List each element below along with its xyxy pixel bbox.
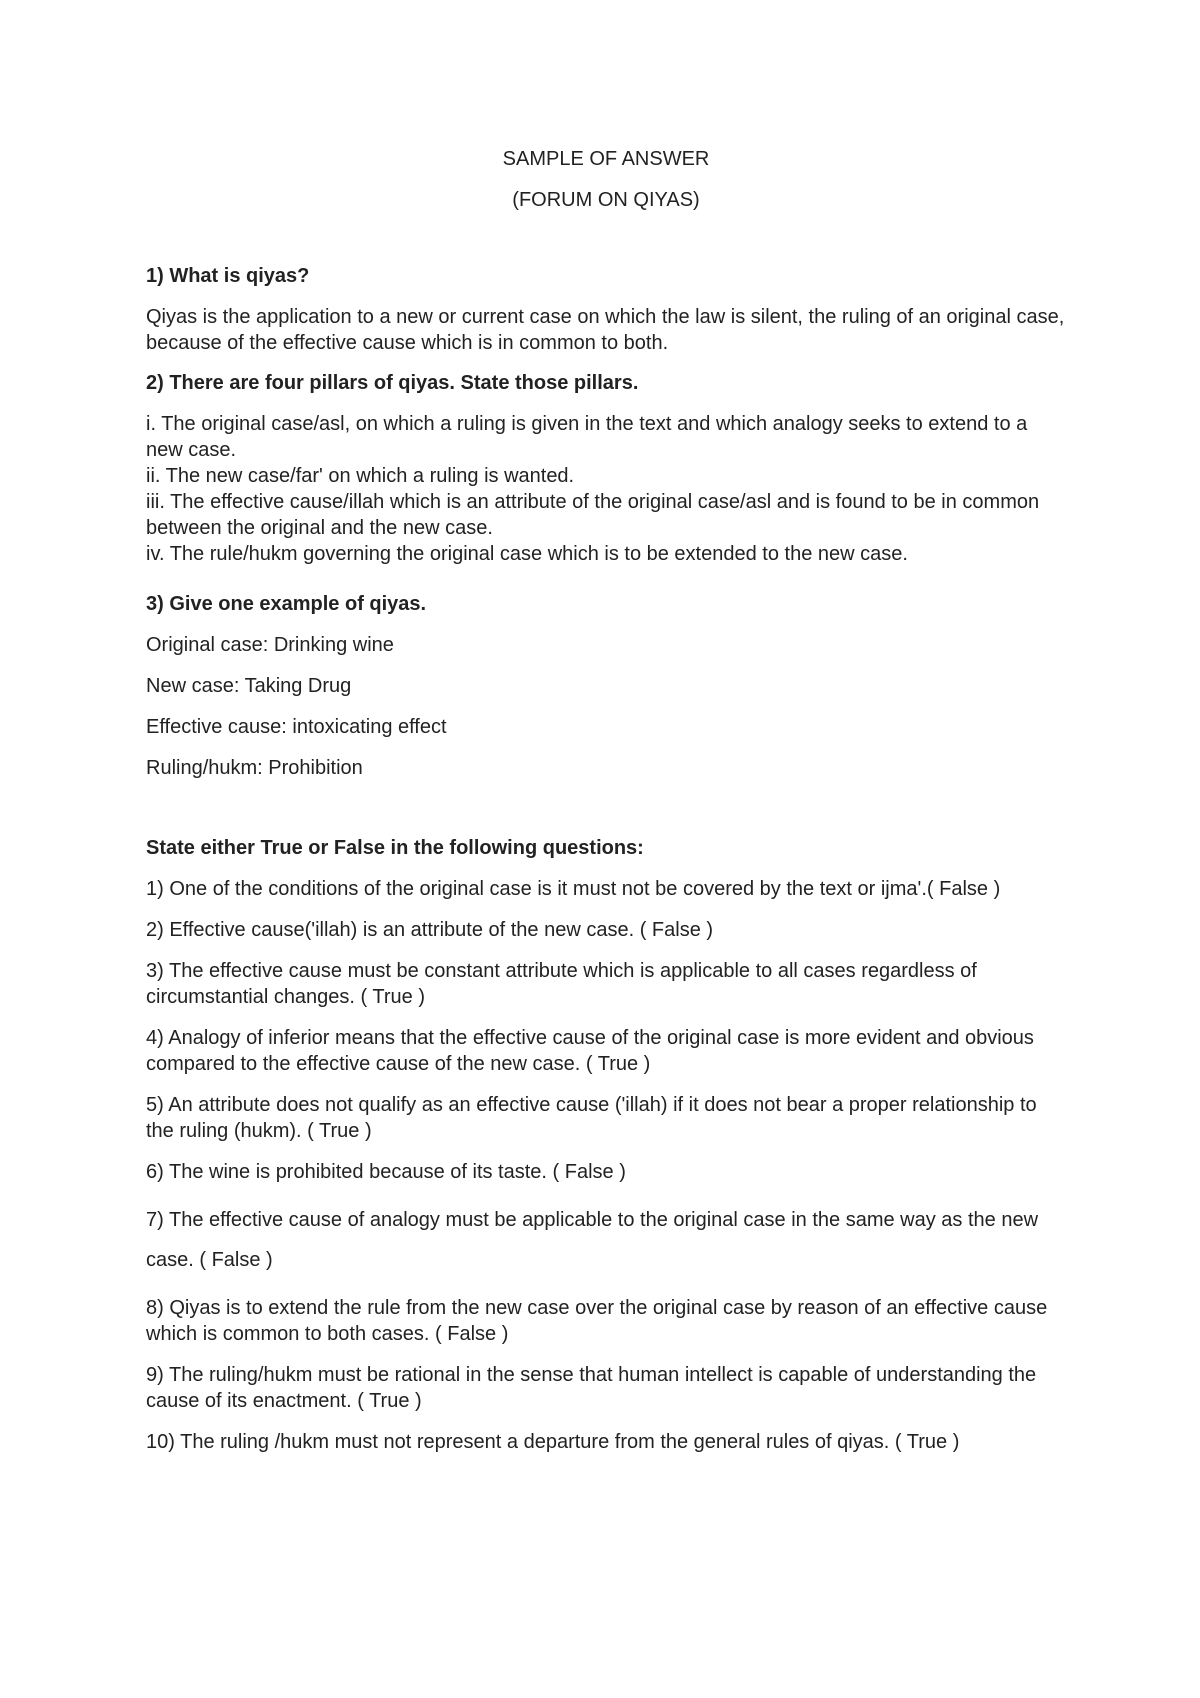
example-original-case: Original case: Drinking wine xyxy=(146,634,394,656)
pillar-item: ii. The new case/far' on which a ruling is wanted. xyxy=(146,465,575,487)
true-false-item: 3) The effective cause must be constant attribute which is applicable to all cases regardless of circumstantial changes. ( True ) xyxy=(146,960,977,1008)
question-2-heading: 2) There are four pillars of qiyas. State those pillars. xyxy=(146,372,639,394)
example-ruling: Ruling/hukm: Prohibition xyxy=(146,757,363,779)
document-page xyxy=(146,146,1066,1455)
example-effective-cause: Effective cause: intoxicating effect xyxy=(146,716,447,738)
document-subtitle: (FORUM ON QIYAS) xyxy=(512,189,700,211)
true-false-item: 1) One of the conditions of the original case is it must not be covered by the text or ijma'.( False ) xyxy=(146,878,1001,900)
example-new-case: New case: Taking Drug xyxy=(146,675,352,697)
pillars-list xyxy=(146,411,1066,567)
true-false-item: 10) The ruling /hukm must not represent a departure from the general rules of qiyas. ( True ) xyxy=(146,1431,960,1453)
true-false-heading: State either True or False in the following questions: xyxy=(146,837,644,859)
document-title: SAMPLE OF ANSWER xyxy=(502,148,710,170)
true-false-item: 4) Analogy of inferior means that the effective cause of the original case is more evident and obvious compared to the effective cause of the new case. ( True ) xyxy=(146,1027,1034,1075)
pillar-item: iv. The rule/hukm governing the original case which is to be extended to the new case. xyxy=(146,543,908,565)
true-false-item: 8) Qiyas is to extend the rule from the new case over the original case by reason of an effective cause which is common to both cases. ( False ) xyxy=(146,1297,1048,1345)
true-false-item: 7) The effective cause of analogy must be applicable to the original case in the same way as the new case. ( False ) xyxy=(146,1209,1039,1271)
true-false-item: 5) An attribute does not qualify as an effective cause ('illah) if it does not bear a proper relationship to the ruling (hukm). ( True ) xyxy=(146,1094,1037,1142)
pillar-item: i. The original case/asl, on which a ruling is given in the text and which analogy seeks to extend to a new case. xyxy=(146,413,1028,461)
question-1-heading: 1) What is qiyas? xyxy=(146,265,310,287)
question-3-heading: 3) Give one example of qiyas. xyxy=(146,593,427,615)
true-false-item: 2) Effective cause('illah) is an attribute of the new case. ( False ) xyxy=(146,919,714,941)
true-false-item: 6) The wine is prohibited because of its taste. ( False ) xyxy=(146,1161,626,1183)
question-1-answer: Qiyas is the application to a new or current case on which the law is silent, the ruling of an original case, because of the effective cause which is in common to both. xyxy=(146,306,1065,354)
pillar-item: iii. The effective cause/illah which is an attribute of the original case/asl and is found to be in common between the original and the new case. xyxy=(146,491,1040,539)
true-false-item: 9) The ruling/hukm must be rational in the sense that human intellect is capable of understanding the cause of its enactment. ( True ) xyxy=(146,1364,1037,1412)
